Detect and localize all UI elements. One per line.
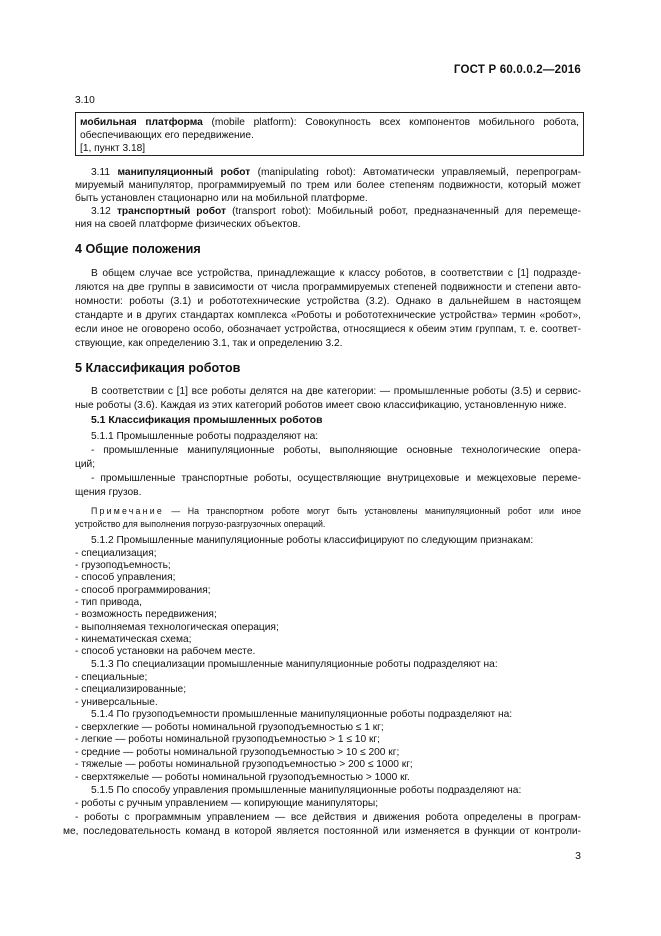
term-mobile-platform: мобильная платформа <box>80 117 203 128</box>
s4-line: стандарте и в других стандартах комплекса «Роботы и робототехнические устройства» термин «робот», <box>75 310 581 321</box>
s4-line: ствующие, как определению 3.1, так и определению 3.2. <box>75 338 343 349</box>
s4-line: ляются на две группы в зависимости от числа программируемых степеней подвижности и степени авто- <box>75 282 581 293</box>
term-3-11-line-2: мируемый манипулятор, программируемый по трем или более степеням подвижности, который может <box>75 180 581 191</box>
clause-5-1-5-item-b-cont: ме, последовательность команд в которой является постоянной или изменяется в функции от контроли- <box>63 826 581 837</box>
term-3-10-line-1: мобильная платформа (mobile platform): Совокупность всех компонентов мобильного робота, <box>80 117 580 128</box>
subsection-5-1-heading: 5.1 Классификация промышленных роботов <box>91 415 323 426</box>
list-item: - возможность передвижения; <box>75 609 217 620</box>
list-item: - сверхлегкие — роботы номинальной грузоподъемностью ≤ 1 кг; <box>75 722 384 733</box>
s4-line: В общем случае все устройства, принадлежащие к классу роботов, в соответствии с [1] подразде- <box>91 268 581 279</box>
term-3-11-line-1: 3.11 манипуляционный робот (manipulating robot): Автоматически управляемый, перепрограм- <box>91 167 581 178</box>
list-item: - специализированные; <box>75 684 187 695</box>
section-5-heading: 5 Классификация роботов <box>75 361 241 375</box>
term-number-3-10: 3.10 <box>75 95 95 106</box>
term-3-10-line-2: обеспечивающих его передвижение. <box>80 130 254 141</box>
s4-line: номности: роботы (3.1) и робототехнические устройства (3.2). Однако в дальнейшем в настоящем <box>75 296 581 307</box>
list-item: - тяжелые — роботы номинальной грузоподъемностью > 200 ≤ 1000 кг; <box>75 759 413 770</box>
clause-5-1-2: 5.1.2 Промышленные манипуляционные роботы классифицируют по следующим признакам: <box>91 535 534 546</box>
term-3-10-reference: [1, пункт 3.18] <box>80 143 146 154</box>
clause-5-1-5: 5.1.5 По способу управления промышленные манипуляционные роботы подразделяют на: <box>91 785 522 796</box>
clause-5-1-4: 5.1.4 По грузоподъемности промышленные манипуляционные роботы подразделяют на: <box>91 709 513 720</box>
note-line-1: Примечание — На транспортном роботе могут быть установлены манипуляционный робот или иное <box>91 506 581 516</box>
note-line-2: устройство для выполнения погрузо-разгрузочных операций. <box>75 519 326 529</box>
list-item: - универсальные. <box>75 697 158 708</box>
term-3-12-line-2: ния на своей платформе физических объектов. <box>75 219 301 230</box>
note-label: Примечание <box>91 506 164 516</box>
clause-5-1-3: 5.1.3 По специализации промышленные манипуляционные роботы подразделяют на: <box>91 659 498 670</box>
list-item: - выполняемая технологическая операция; <box>75 622 279 633</box>
document-header: ГОСТ Р 60.0.0.2—2016 <box>453 64 581 76</box>
list-item: - кинематическая схема; <box>75 634 192 645</box>
list-item: - специализация; <box>75 548 157 559</box>
list-item: - способ управления; <box>75 572 176 583</box>
clause-5-1-1-item-a: - промышленные манипуляционные роботы, выполняющие основные технологические опера- <box>91 445 581 456</box>
list-item: - легкие — роботы номинальной грузоподъемностью > 1 ≤ 10 кг; <box>75 734 380 745</box>
list-item: - сверхтяжелые — роботы номинальной грузоподъемностью > 1000 кг. <box>75 772 410 783</box>
clause-5-1-1-item-b-cont: щения грузов. <box>75 487 142 498</box>
clause-5-1-1-item-a-cont: ций; <box>75 459 96 470</box>
list-item: - способ установки на рабочем месте. <box>75 646 256 657</box>
list-item: - тип привода, <box>75 597 142 608</box>
s5-intro-line-2: ные роботы (3.6). Каждая из этих категорий роботов имеет свою классификацию, установленную ниже. <box>75 400 567 411</box>
term-manipulating-robot: манипуляционный робот <box>117 167 251 178</box>
term-3-11-line-3: быть установлен стационарно или на мобильной платформе. <box>75 193 368 204</box>
page-number: 3 <box>575 850 581 862</box>
list-item: - средние — роботы номинальной грузоподъемностью > 10 ≤ 200 кг; <box>75 747 400 758</box>
s5-intro-line-1: В соответствии с [1] все роботы делятся на две категории: — промышленные роботы (3.5) и сервис- <box>91 386 581 397</box>
term-transport-robot: транспортный робот <box>116 206 226 217</box>
s4-line: если иное не оговорено особо, обозначает устройства, относящиеся к обеим этим группам, т. е. соответ- <box>75 324 581 335</box>
section-4-heading: 4 Общие положения <box>75 242 201 256</box>
list-item: - специальные; <box>75 672 148 683</box>
list-item: - способ программирования; <box>75 585 211 596</box>
term-3-12-line-1: 3.12 транспортный робот (transport robot): Мобильный робот, предназначенный для перемеще- <box>91 206 581 217</box>
clause-5-1-1: 5.1.1 Промышленные роботы подразделяют на: <box>91 431 319 442</box>
clause-5-1-1-item-b: - промышленные транспортные роботы, осуществляющие внутрицеховые и межцеховые переме- <box>91 473 581 484</box>
clause-5-1-5-item-a: - роботы с ручным управлением — копирующие манипуляторы; <box>75 798 379 809</box>
list-item: - грузоподъемность; <box>75 560 171 571</box>
clause-5-1-5-item-b: - роботы с программным управлением — все действия и движения робота определены в програм- <box>75 812 581 823</box>
